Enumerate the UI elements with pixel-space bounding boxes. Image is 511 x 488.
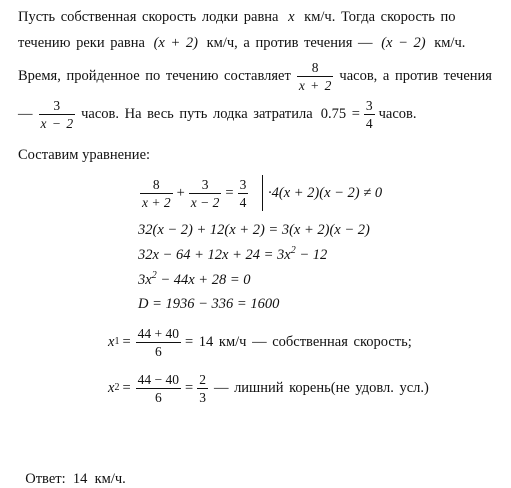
equation-5: [138, 295, 279, 313]
fraction: [136, 325, 181, 360]
operator: =: [122, 334, 131, 350]
denominator: 4: [365, 115, 373, 131]
text: течению реки равна: [18, 35, 145, 51]
denominator: x + 2: [298, 77, 332, 93]
text: часов. На весь путь лодка затратила: [81, 106, 313, 122]
denominator: 3: [199, 389, 206, 405]
numerator: 3: [39, 97, 76, 115]
equation-2: [138, 221, 370, 239]
text: Ответ: 14 км/ч.: [25, 471, 126, 487]
denominator: 6: [154, 389, 162, 405]
equation-4: [138, 271, 250, 289]
numerator: 3: [365, 97, 373, 113]
numerator: 44 + 40: [137, 325, 179, 341]
denominator: 6: [154, 343, 162, 359]
equation-1: [138, 173, 250, 213]
text: = 14 км/ч — собственная скорость;: [185, 334, 412, 350]
text: км/ч.: [434, 35, 466, 51]
math-expr: D = 1936 − 336 = 1600: [138, 296, 280, 312]
answer: [18, 452, 126, 488]
numerator: 3: [239, 176, 247, 192]
denominator: x − 2: [190, 194, 220, 210]
divider-bar: [262, 175, 263, 211]
operator: =: [225, 185, 234, 201]
fraction: [189, 176, 222, 211]
denominator: x − 2: [40, 115, 74, 131]
fraction: [136, 371, 181, 406]
text: Пусть собственная скорость лодки равна: [18, 9, 279, 25]
equation-1-condition: [268, 184, 382, 202]
fraction: [140, 176, 173, 211]
paragraph-1-line-1: [18, 8, 456, 26]
text: часов, а против течения: [339, 68, 492, 84]
paragraph-2-line-2: [18, 96, 417, 132]
text: часов.: [378, 106, 417, 122]
operator: =: [185, 380, 194, 396]
text: —: [18, 106, 33, 122]
math-expr: 32x − 64 + 12x + 24 = 3x: [138, 247, 291, 263]
numerator: 2: [199, 371, 206, 387]
text: Время, пройденное по течению составляет: [18, 68, 291, 84]
paragraph-1-line-2: [18, 34, 465, 52]
operator: +: [176, 185, 185, 201]
numerator: 44 − 40: [137, 371, 179, 387]
text: Составим уравнение:: [18, 147, 151, 163]
paragraph-3: [18, 146, 150, 164]
math-expr: 0.75 =: [320, 106, 360, 122]
math-expr: − 44x + 28 = 0: [156, 272, 251, 288]
math-expr: (x − 2): [381, 35, 426, 51]
math-var: x: [108, 380, 115, 396]
math-expr: ·4(x + 2)(x − 2) ≠ 0: [268, 185, 383, 201]
math-var: x: [288, 9, 295, 25]
numerator: 3: [189, 176, 222, 194]
root-x1: x 1 = $\frac{44 + 40}{6}$ = 14 км/ч — собственная скорость;: [108, 325, 412, 359]
fraction: [238, 176, 249, 211]
equation-3: [138, 246, 327, 264]
fraction: [364, 97, 375, 132]
fraction: [197, 371, 208, 406]
numerator: 8: [140, 176, 173, 194]
root-x2: x 2 = $\frac{44 - 40}{6}$ = $\frac{2}{3}$ — лишний корень(не удовл. усл.): [108, 371, 429, 405]
math-expr: (x + 2): [153, 35, 198, 51]
math-expr: 32(x − 2) + 12(x + 2) = 3(x + 2)(x − 2): [138, 222, 370, 238]
text: — лишний корень(не удовл. усл.): [213, 380, 429, 396]
text: км/ч, а против течения —: [206, 35, 373, 51]
text: км/ч. Тогда скорость по: [304, 9, 456, 25]
paragraph-2-line-1: [18, 58, 492, 94]
numerator: 8: [297, 59, 334, 77]
math-var: x: [108, 334, 115, 350]
fraction: [39, 97, 76, 132]
exponent: 2: [290, 245, 296, 257]
math-expr: 3x: [138, 272, 152, 288]
fraction: [297, 59, 334, 94]
denominator: x + 2: [142, 194, 171, 210]
math-expr: − 12: [295, 247, 328, 263]
operator: =: [122, 380, 131, 396]
exponent: 2: [151, 270, 157, 282]
denominator: 4: [239, 194, 247, 210]
